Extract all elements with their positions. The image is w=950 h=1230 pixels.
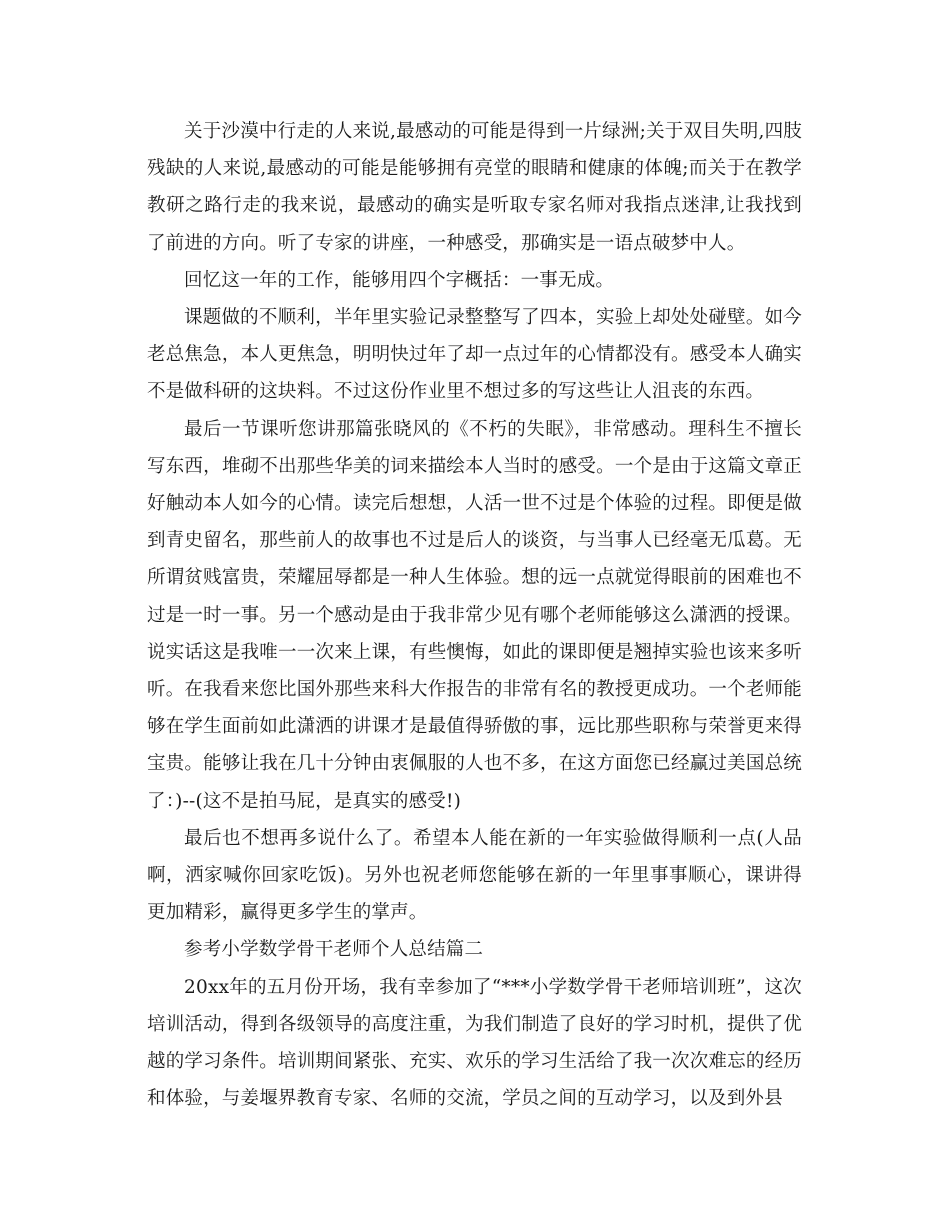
section-heading-part-two: 参考小学数学骨干老师个人总结篇二 xyxy=(184,939,484,961)
paragraph-intro: 关于沙漠中行走的人来说,最感动的可能是得到一片绿洲;关于双目失明,四肢残缺的人来说,最感动的可能是能够拥有亮堂的眼睛和健康的体魄;而关于在教学教研之路行走的我来说，最感动的确实是听取专家名师对我指点迷津,让我找到了前进的方向。听了专家的讲座，一种感受，那确实是一语点破梦中人。 xyxy=(147,121,802,254)
paragraph-year-summary: 回忆这一年的工作，能够用四个字概括：一事无成。 xyxy=(184,269,615,291)
document-body xyxy=(147,113,802,1117)
paragraph-research: 课题做的不顺利，半年里实验记录整整写了四本，实验上却处处碰壁。如今老总焦急，本人更焦急，明明快过年了却一点过年的心情都没有。感受本人确实不是做科研的这块料。不过这份作业里不想过多的写这些让人沮丧的东西。 xyxy=(147,307,802,403)
paragraph-training: 20xx年的五月份开场，我有幸参加了“***小学数学骨干老师培训班”，这次培训活动，得到各级领导的高度注重，为我们制造了良好的学习时机，提供了优越的学习条件。培训期间紧张、充实、欢乐的学习生活给了我一次次难忘的经历和体验，与姜堰界教育专家、名师的交流，学员之间的互动学习，以及到外县 xyxy=(147,976,802,1110)
paragraph-closing-wishes: 最后也不想再多说什么了。希望本人能在新的一年实验做得顺利一点(人品啊，洒家喊你回家吃饭)。另外也祝老师您能够在新的一年里事事顺心，课讲得更加精彩，赢得更多学生的掌声。 xyxy=(147,827,802,924)
paragraph-last-lesson: 最后一节课听您讲那篇张晓风的《不朽的失眠》，非常感动。理科生不擅长写东西，堆砌不出那些华美的词来描绘本人当时的感受。一个是由于这篇文章正好触动本人如今的心情。读完后想想，人活一世不过是个体验的过程。即便是做到青史留名，那些前人的故事也不过是后人的谈资，与当事人已经毫无瓜葛。无所谓贫贱富贵，荣耀屈辱都是一种人生体验。想的远一点就觉得眼前的困难也不过是一时一事。另一个感动是由于我非常少见有哪个老师能够这么潇洒的授课。说实话这是我唯一一次来上课，有些懊悔，如此的课即便是翘掉实验也该来多听听。在我看来您比国外那些来科大作报告的非常有名的教授更成功。一个老师能够在学生面前如此潇洒的讲课才是最值得骄傲的事，远比那些职称与荣誉更来得宝贵。能够让我在几十分钟由衷佩服的人也不多，在这方面您已经赢过美国总统了：)--(这不是拍马屁，是真实的感受!) xyxy=(147,418,802,812)
